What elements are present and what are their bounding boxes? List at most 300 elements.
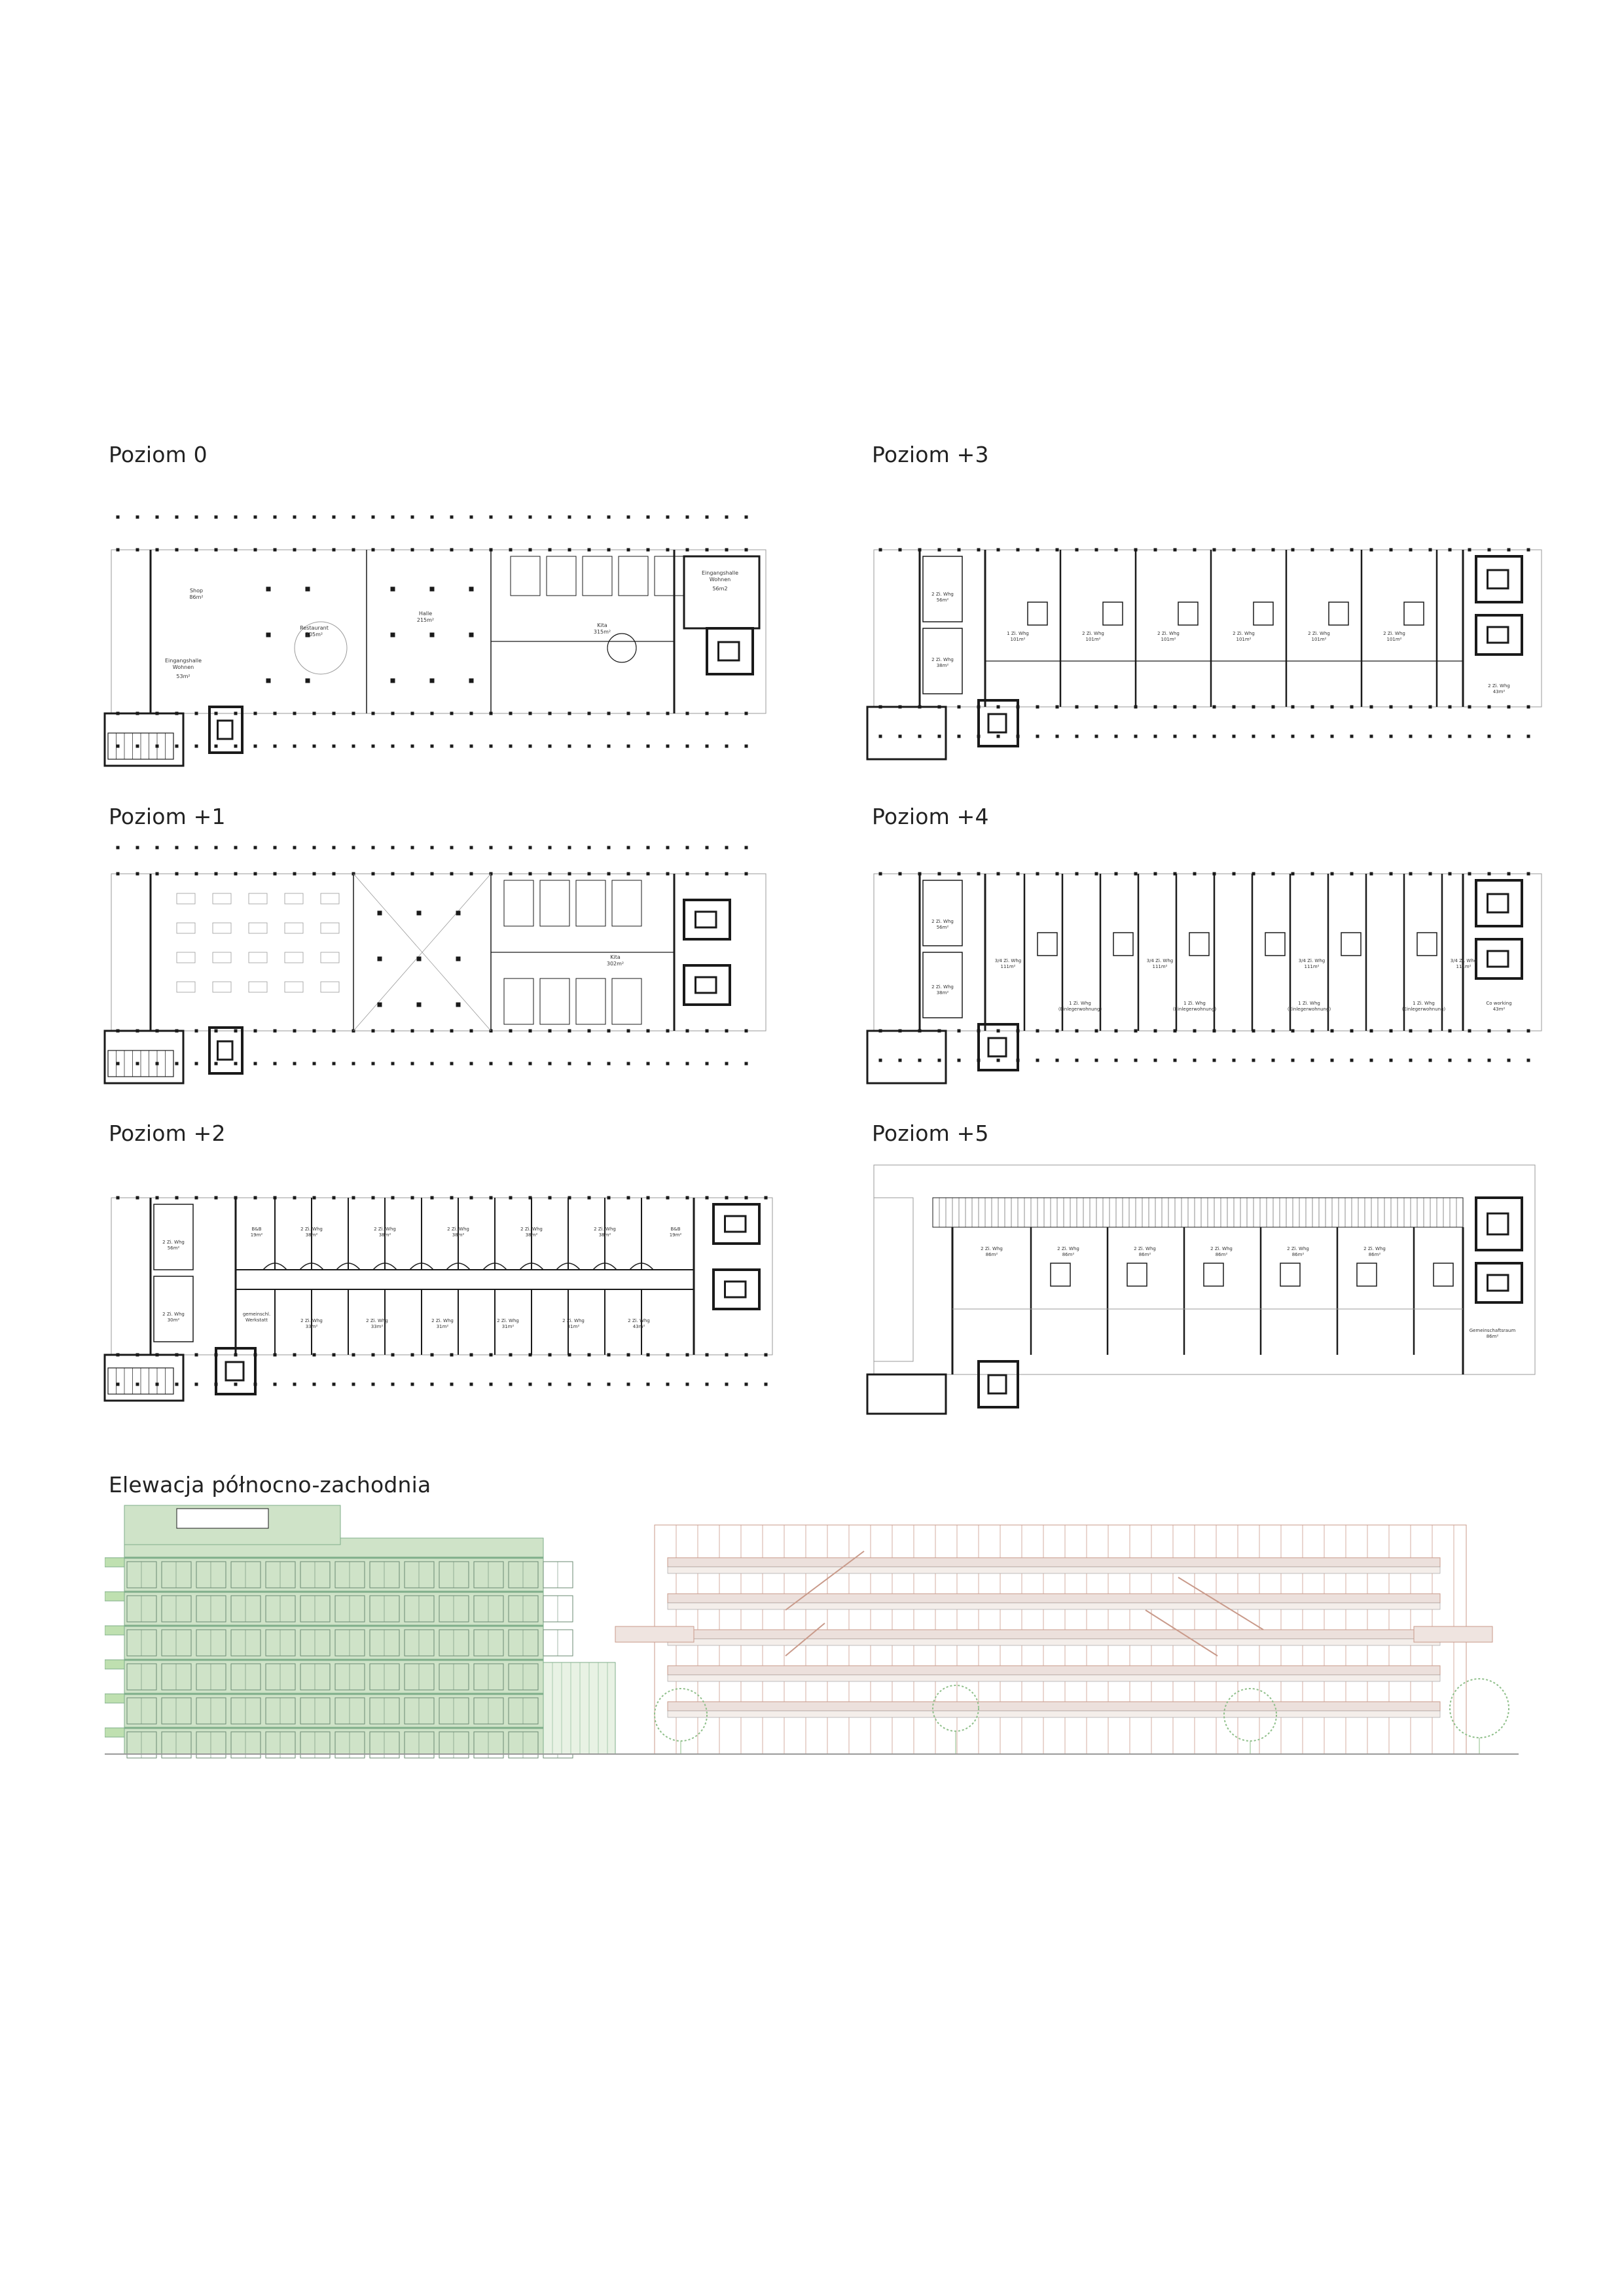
title-poziom-5: Poziom +5	[872, 1121, 989, 1146]
column-dot	[588, 1062, 591, 1066]
column-dot	[647, 548, 650, 552]
column-dot	[1213, 548, 1216, 552]
connector	[543, 1662, 615, 1754]
room-entrance-area-east: 56m2	[712, 586, 728, 592]
column-dot	[509, 712, 513, 715]
column-dot	[725, 548, 729, 552]
column-dot	[997, 548, 1000, 552]
column-dot	[372, 1030, 375, 1033]
room-apartment: 2 Zi. Whg 30m²	[162, 1312, 185, 1323]
column-dot	[745, 872, 748, 876]
column-dot	[1409, 548, 1413, 552]
column-dot	[568, 548, 571, 552]
column-dot	[391, 587, 395, 592]
column-dot	[568, 1030, 571, 1033]
column-dot	[588, 745, 591, 748]
column-dot	[1115, 735, 1118, 738]
column-dot	[391, 872, 395, 876]
column-dot	[313, 1196, 316, 1200]
column-dot	[725, 1196, 729, 1200]
column-dot	[725, 712, 729, 715]
room-apartment: 2 Zi. Whg 38m²	[374, 1227, 396, 1238]
column-dot	[333, 548, 336, 552]
column-dot	[175, 1062, 179, 1066]
column-dot	[725, 745, 729, 748]
column-dot	[666, 1196, 670, 1200]
column-dot	[313, 712, 316, 715]
column-dot	[293, 1354, 297, 1357]
floor-plan-level-1	[105, 841, 785, 1096]
column-dot	[1291, 706, 1295, 709]
column-dot	[529, 745, 532, 748]
column-dot	[745, 548, 748, 552]
column-dot	[588, 872, 591, 876]
column-dot	[431, 1030, 434, 1033]
column-dot	[313, 846, 316, 850]
column-dot	[1233, 706, 1236, 709]
column-dot	[1350, 735, 1354, 738]
column-dot	[1468, 872, 1471, 876]
column-dot	[352, 516, 355, 519]
column-dot	[411, 1062, 414, 1066]
column-dot	[588, 516, 591, 519]
column-dot	[156, 516, 159, 519]
column-dot	[411, 1354, 414, 1357]
column-dot	[431, 548, 434, 552]
column-dot	[549, 846, 552, 850]
column-dot	[1390, 872, 1393, 876]
outline	[111, 550, 766, 713]
column-dot	[195, 872, 198, 876]
column-dot	[175, 745, 179, 748]
column-dot	[607, 548, 611, 552]
column-dot	[470, 745, 473, 748]
column-dot	[1331, 548, 1334, 552]
column-dot	[938, 872, 941, 876]
column-dot	[1527, 1030, 1530, 1033]
column-dot	[958, 1030, 961, 1033]
bathroom	[1113, 933, 1133, 956]
column-dot	[1193, 735, 1197, 738]
column-dot	[215, 745, 218, 748]
room-apartment: 2 Zi. Whg 56m²	[162, 1240, 185, 1251]
column-dot	[391, 1030, 395, 1033]
floor-plan-level-4	[867, 841, 1561, 1096]
room-box	[576, 978, 605, 1024]
column-dot	[117, 1196, 120, 1200]
lift-shaft	[218, 721, 233, 739]
stair-core	[209, 1028, 242, 1073]
column-dot	[879, 872, 882, 876]
railing	[668, 1639, 1440, 1645]
column-dot	[568, 712, 571, 715]
lift-shaft	[1488, 627, 1509, 643]
column-dot	[378, 957, 382, 961]
column-dot	[706, 1383, 709, 1386]
lift-shaft	[1488, 1213, 1509, 1234]
column-dot	[765, 1196, 768, 1200]
column-dot	[509, 1383, 513, 1386]
column-dot	[568, 1383, 571, 1386]
column-dot	[627, 846, 630, 850]
column-dot	[254, 1196, 257, 1200]
column-dot	[765, 1383, 768, 1386]
column-dot	[378, 911, 382, 916]
column-dot	[1134, 1030, 1138, 1033]
room-apartment: 2 Zi. Whg 86m²	[1134, 1246, 1156, 1257]
column-dot	[1193, 706, 1197, 709]
room-bnb: B&B 19m²	[250, 1227, 263, 1238]
column-dot	[938, 1059, 941, 1062]
column-dot	[1311, 706, 1314, 709]
column-dot	[588, 548, 591, 552]
bathroom	[1028, 602, 1047, 625]
column-dot	[378, 1003, 382, 1007]
column-dot	[254, 712, 257, 715]
column-dot	[899, 872, 902, 876]
column-dot	[977, 872, 981, 876]
bathroom	[1357, 1263, 1377, 1286]
column-dot	[470, 1030, 473, 1033]
column-dot	[333, 1196, 336, 1200]
lift-shaft	[1488, 951, 1509, 967]
terrace-slab	[668, 1666, 1440, 1675]
column-dot	[156, 846, 159, 850]
column-dot	[666, 548, 670, 552]
column-dot	[1036, 706, 1039, 709]
column-dot	[1409, 1059, 1413, 1062]
column-dot	[745, 1354, 748, 1357]
room-kita: Kita 315m²	[593, 622, 611, 635]
room-box	[547, 556, 576, 596]
column-dot	[509, 1062, 513, 1066]
column-dot	[1291, 548, 1295, 552]
column-dot	[456, 911, 461, 916]
column-dot	[997, 1030, 1000, 1033]
furniture	[249, 952, 267, 963]
title-poziom-2: Poziom +2	[109, 1121, 226, 1146]
column-dot	[254, 745, 257, 748]
column-dot	[1507, 1059, 1511, 1062]
column-dot	[117, 548, 120, 552]
column-dot	[549, 516, 552, 519]
column-dot	[450, 548, 454, 552]
column-dot	[352, 1062, 355, 1066]
column-dot	[879, 548, 882, 552]
column-dot	[1036, 1030, 1039, 1033]
column-dot	[175, 548, 179, 552]
column-dot	[588, 846, 591, 850]
column-dot	[293, 1062, 297, 1066]
room-kita: Kita 302m²	[606, 954, 624, 967]
bathroom	[1051, 1263, 1070, 1286]
column-dot	[607, 516, 611, 519]
column-dot	[1154, 548, 1157, 552]
column-dot	[456, 1003, 461, 1007]
furniture	[249, 923, 267, 933]
column-dot	[745, 1196, 748, 1200]
room-shop: Shop 86m²	[189, 588, 204, 600]
room-box	[504, 978, 533, 1024]
room-box	[655, 556, 684, 596]
column-dot	[136, 516, 139, 519]
column-dot	[1291, 1059, 1295, 1062]
room-apartment: 2 Zi. Whg 38m²	[520, 1227, 543, 1238]
column-dot	[117, 846, 120, 850]
room-apartment: 2 Zi. Whg 56m²	[931, 592, 954, 603]
window	[543, 1596, 573, 1622]
column-dot	[306, 587, 310, 592]
column-dot	[549, 1030, 552, 1033]
column-dot	[1350, 706, 1354, 709]
column-dot	[938, 735, 941, 738]
column-dot	[1056, 548, 1059, 552]
column-dot	[266, 587, 271, 592]
stair-core	[707, 628, 753, 674]
column-dot	[333, 846, 336, 850]
room-apartment: 2 Zi. Whg 86m²	[1057, 1246, 1079, 1257]
column-dot	[293, 1383, 297, 1386]
column-dot	[430, 679, 435, 683]
column-dot	[306, 679, 310, 683]
column-dot	[313, 548, 316, 552]
column-dot	[456, 957, 461, 961]
column-dot	[607, 712, 611, 715]
column-dot	[274, 712, 277, 715]
column-dot	[1527, 548, 1530, 552]
column-dot	[647, 745, 650, 748]
column-dot	[706, 516, 709, 519]
column-dot	[666, 1062, 670, 1066]
column-dot	[274, 846, 277, 850]
column-dot	[234, 1062, 238, 1066]
column-dot	[195, 1354, 198, 1357]
room-box	[923, 556, 962, 622]
column-dot	[215, 712, 218, 715]
column-dot	[293, 872, 297, 876]
bathroom	[1189, 933, 1209, 956]
column-dot	[568, 1062, 571, 1066]
column-dot	[215, 1030, 218, 1033]
column-dot	[1331, 1030, 1334, 1033]
column-dot	[1449, 706, 1452, 709]
railing	[668, 1675, 1440, 1681]
column-dot	[274, 516, 277, 519]
room-apartment: 2 Zi. Whg 86m²	[1210, 1246, 1233, 1257]
title-poziom-1: Poziom +1	[109, 804, 226, 829]
column-dot	[450, 1030, 454, 1033]
column-dot	[1488, 706, 1491, 709]
building-left	[124, 1538, 543, 1754]
column-dot	[627, 712, 630, 715]
column-dot	[686, 872, 689, 876]
column-dot	[391, 633, 395, 637]
column-dot	[1370, 872, 1373, 876]
room-apartment: 2 Zi. Whg 86m²	[1287, 1246, 1309, 1257]
column-dot	[175, 872, 179, 876]
bathroom	[1265, 933, 1285, 956]
column-dot	[1056, 735, 1059, 738]
lift-shaft	[988, 1038, 1006, 1056]
column-dot	[666, 745, 670, 748]
stair-core	[1476, 615, 1522, 655]
column-dot	[706, 1354, 709, 1357]
column-dot	[686, 1062, 689, 1066]
bathroom	[1280, 1263, 1300, 1286]
column-dot	[1095, 1059, 1098, 1062]
column-dot	[1370, 735, 1373, 738]
column-dot	[745, 1030, 748, 1033]
column-dot	[1115, 1030, 1118, 1033]
column-dot	[391, 1196, 395, 1200]
elevation-north-west	[105, 1499, 1519, 1763]
column-dot	[313, 1383, 316, 1386]
column-dot	[391, 1383, 395, 1386]
room-box	[583, 556, 612, 596]
column-dot	[725, 1030, 729, 1033]
column-dot	[1331, 706, 1334, 709]
room-small-apartment: 1 Zi. Whg (Einlegerwohnung)	[1172, 1001, 1217, 1012]
column-dot	[1311, 1030, 1314, 1033]
column-dot	[274, 1030, 277, 1033]
column-dot	[1252, 548, 1255, 552]
column-dot	[1527, 706, 1530, 709]
column-dot	[568, 745, 571, 748]
column-dot	[627, 548, 630, 552]
column-dot	[1311, 735, 1314, 738]
room-apartment: 2 Zi. Whg 38m²	[447, 1227, 469, 1238]
stair-core	[684, 900, 730, 939]
lift-shaft	[719, 642, 740, 660]
column-dot	[997, 706, 1000, 709]
column-dot	[627, 516, 630, 519]
column-dot	[352, 712, 355, 715]
column-dot	[1075, 548, 1079, 552]
column-dot	[195, 1062, 198, 1066]
column-dot	[1272, 872, 1275, 876]
room-apartment: 2 Zi. Whg 43m²	[628, 1318, 650, 1329]
room-apartment: 2 Zi. Whg 38m²	[300, 1227, 323, 1238]
column-dot	[470, 1354, 473, 1357]
stair-core	[684, 965, 730, 1005]
column-dot	[1468, 735, 1471, 738]
column-dot	[1409, 1030, 1413, 1033]
room-apartment: 3/4 Zi. Whg 111m²	[994, 958, 1022, 969]
column-dot	[1272, 548, 1275, 552]
column-dot	[411, 1196, 414, 1200]
column-dot	[1429, 1030, 1432, 1033]
column-dot	[958, 1059, 961, 1062]
column-dot	[686, 745, 689, 748]
column-dot	[1370, 706, 1373, 709]
column-dot	[647, 872, 650, 876]
lift-shaft	[1488, 570, 1509, 588]
column-dot	[1154, 1059, 1157, 1062]
column-dot	[1449, 548, 1452, 552]
column-dot	[450, 872, 454, 876]
column-dot	[1507, 1030, 1511, 1033]
column-dot	[1193, 1059, 1197, 1062]
column-dot	[274, 548, 277, 552]
room-box	[619, 556, 648, 596]
column-dot	[1154, 1030, 1157, 1033]
room-apartment: 2 Zi. Whg 31m²	[497, 1318, 519, 1329]
column-dot	[1350, 1059, 1354, 1062]
column-dot	[156, 872, 159, 876]
column-dot	[431, 872, 434, 876]
column-dot	[529, 846, 532, 850]
balcony	[105, 1558, 124, 1567]
room-box	[923, 880, 962, 946]
column-dot	[745, 712, 748, 715]
bathroom	[1341, 933, 1361, 956]
column-dot	[1193, 872, 1197, 876]
furniture	[321, 893, 339, 904]
column-dot	[313, 1354, 316, 1357]
stair-spiral	[607, 634, 636, 662]
column-dot	[1409, 706, 1413, 709]
column-dot	[1311, 548, 1314, 552]
column-dot	[450, 712, 454, 715]
column-dot	[627, 1062, 630, 1066]
column-dot	[215, 872, 218, 876]
column-dot	[918, 735, 922, 738]
room-apartment: 3/4 Zi. Whg 111m²	[1146, 958, 1174, 969]
column-dot	[234, 516, 238, 519]
column-dot	[195, 548, 198, 552]
column-dot	[470, 712, 473, 715]
bathroom	[1404, 602, 1424, 625]
column-dot	[706, 712, 709, 715]
column-dot	[1488, 1059, 1491, 1062]
column-dot	[1075, 735, 1079, 738]
column-dot	[234, 872, 238, 876]
column-dot	[686, 1354, 689, 1357]
room-box	[612, 880, 641, 926]
column-dot	[529, 1383, 532, 1386]
room-apartment: 2 Zi. Whg 101m²	[1383, 631, 1405, 642]
column-dot	[1429, 706, 1432, 709]
floor-plan-level-0	[105, 511, 785, 779]
column-dot	[745, 745, 748, 748]
column-dot	[745, 1062, 748, 1066]
column-dot	[391, 1062, 395, 1066]
column-dot	[333, 712, 336, 715]
column-dot	[470, 1062, 473, 1066]
column-dot	[549, 1383, 552, 1386]
column-dot	[509, 516, 513, 519]
column-dot	[706, 1030, 709, 1033]
column-dot	[509, 846, 513, 850]
column-dot	[706, 1062, 709, 1066]
column-dot	[234, 548, 238, 552]
room-box	[154, 1276, 193, 1342]
column-dot	[1036, 1059, 1039, 1062]
column-dot	[607, 1383, 611, 1386]
column-dot	[470, 516, 473, 519]
column-dot	[1095, 548, 1098, 552]
column-dot	[450, 846, 454, 850]
column-dot	[997, 1059, 1000, 1062]
column-dot	[490, 1062, 493, 1066]
column-dot	[588, 712, 591, 715]
column-dot	[450, 745, 454, 748]
bathroom	[1127, 1263, 1147, 1286]
column-dot	[1390, 706, 1393, 709]
column-dot	[627, 1383, 630, 1386]
column-dot	[1449, 1030, 1452, 1033]
room-box	[540, 978, 569, 1024]
